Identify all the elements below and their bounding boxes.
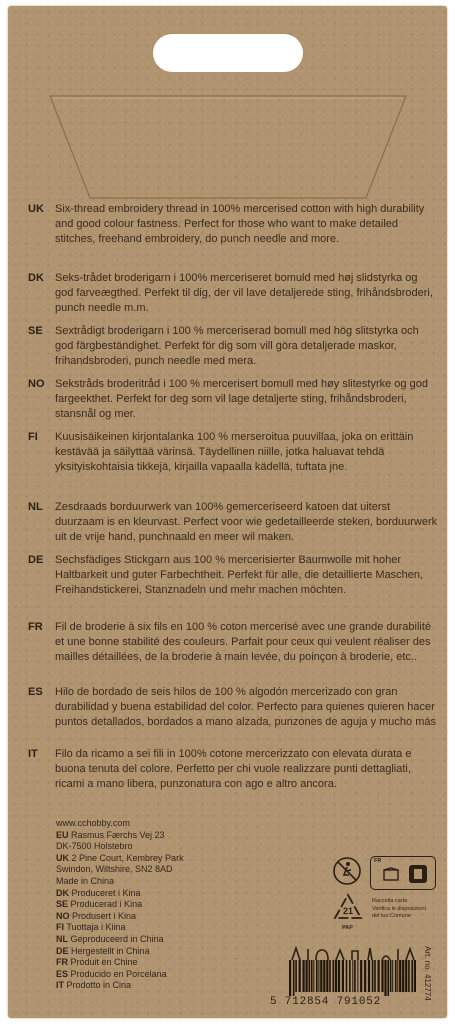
description-text: Zesdraads borduurwerk van 100% gemerceriseerd katoen dat uiterst duurzaam is en kleurvast. Perfect voor wie gedetailleerde steken, borduurwerk uit de vrije hand, punchnaald en meer wil maken. — [55, 501, 438, 543]
origin-de: DE Hergestellt in China — [56, 945, 150, 956]
description-text: Sekstråds broderitråd i 100 % mercerisert bomull med høy slitestyrke og god fargeekthet. Perfekt for deg som vil lage detaljerte sting, frihåndsbroderi, stansnål og mer. — [55, 378, 428, 420]
barcode-bar — [326, 960, 328, 992]
barcode-bar — [311, 960, 313, 992]
description-text: Filo da ricamo a sei fili in 100% cotone mercerizzato con elevata durata e buona tenuta del colore. Perfetto per chi vuole realizzare punti dettagliati, ricami a mano libera, punzonatura con ago e altro ancora. — [55, 748, 412, 790]
lang-code: DE — [28, 554, 44, 566]
barcode-bar — [408, 960, 410, 992]
hang-hole — [153, 34, 303, 72]
lang-code: IT — [28, 748, 38, 760]
barcode-bar — [372, 960, 374, 992]
window-pocket-outline — [48, 94, 408, 204]
origin-es: ES Producido en Porcelana — [56, 968, 167, 979]
fr-tag: FR — [374, 858, 382, 864]
recycle-person-icon — [332, 856, 362, 886]
barcode-bar — [309, 960, 311, 992]
manufacturer-address — [56, 818, 286, 992]
barcode-bar — [364, 960, 366, 992]
barcode-number: 5 712854 791052 — [270, 996, 382, 1008]
recycle-material: PAP — [342, 925, 353, 931]
barcode-bar — [289, 960, 291, 996]
description-de — [28, 553, 438, 620]
description-nl — [28, 500, 438, 553]
article-number — [420, 946, 434, 1006]
origin-fr: FR Produit en Chine — [56, 957, 138, 968]
lang-code: NL — [28, 501, 43, 513]
description-text: Kuusisäikeinen kirjontalanka 100 % merseroitua puuvillaa, joka on erittäin kestävää ja säilyttää värinsä. Täydellinen niille, jotka haluavat tehdä yksityiskohtaisia tikkejä, kirjailla vapaalla kädellä, tuftata jne. — [55, 431, 414, 473]
lang-code: UK — [28, 203, 44, 215]
barcode-bar — [333, 960, 335, 992]
barcode — [270, 946, 418, 1012]
uk-address-line2: Swindon, Wiltshire, SN2 8AD — [56, 864, 173, 875]
description-text: Sechsfädiges Stickgarn aus 100 % mercerisierter Baumwolle mit hoher Haltbarkeit und guter Farbechtheit. Perfekt für alle, die detaillierte Maschen, Freihandstickerei, Stanznadeln und mehr machen möchten. — [55, 554, 424, 596]
barcode-bar — [354, 960, 356, 992]
description-it — [28, 747, 438, 809]
barcode-bar — [387, 960, 389, 996]
bin-icon — [407, 864, 429, 884]
barcode-bar — [378, 960, 380, 992]
barcode-bar — [320, 960, 322, 992]
sewing-tools-icon — [290, 946, 418, 960]
lang-code: FR — [28, 621, 43, 633]
origin-nl: NL Geproduceerd in China — [56, 933, 164, 944]
description-dk — [28, 271, 438, 324]
barcode-bar — [374, 960, 376, 992]
barcode-bar — [405, 960, 407, 992]
description-text: Sextrådigt broderigarn i 100 % merceriserad bomull med hög slitstyrka och god färgbeständighet. Perfekt för dig som vill göra detaljerade maskor, frihandsbroderi, punch needle med mera. — [55, 325, 419, 367]
barcode-bar — [395, 960, 397, 992]
barcode-bar — [411, 960, 413, 992]
barcode-bar — [299, 960, 301, 992]
barcode-bar — [392, 960, 393, 992]
uk-address-line1: UK 2 Pine Court, Kembrey Park — [56, 852, 184, 863]
origin-se: SE Producerad i Kina — [56, 899, 143, 910]
barcode-bar — [368, 960, 370, 992]
recycling-marks — [326, 854, 438, 934]
lang-code: ES — [28, 686, 43, 698]
lang-code: DK — [28, 272, 44, 284]
barcode-bar — [342, 960, 344, 992]
barcode-bar — [414, 960, 416, 992]
barcode-bars — [288, 960, 416, 996]
recycle-number: 21 — [342, 906, 354, 916]
lang-code: NO — [28, 378, 45, 390]
barcode-bar — [293, 960, 295, 996]
description-uk — [28, 202, 438, 271]
website: www.cchobby.com — [56, 818, 130, 828]
description-fi — [28, 430, 438, 500]
recycle-triangle-icon — [332, 892, 364, 924]
barcode-bar — [318, 960, 319, 992]
origin-fi: FI Tuottaja i Kiina — [56, 922, 126, 933]
barcode-bar — [360, 960, 362, 992]
description-se — [28, 324, 438, 377]
lang-code: FI — [28, 431, 38, 443]
barcode-bar — [295, 960, 297, 992]
origin-dk: DK Produceret i Kina — [56, 887, 141, 898]
description-no — [28, 377, 438, 430]
barcode-bar — [338, 960, 340, 992]
barcode-bar — [306, 960, 308, 992]
barcode-bar — [357, 960, 358, 992]
origin-it: IT Prodotto in Cina — [56, 980, 132, 991]
barcode-bar — [329, 960, 331, 992]
origin-no: NO Produsert i Kina — [56, 910, 137, 921]
description-text: Seks-trådet broderigarn i 100% merceriseret bomuld med høj slidstyrka og god farveægthed. Perfekt til dig, der vil lave detaljerede sting, frihåndsbroderi, punch needle m.m. — [55, 272, 433, 314]
barcode-bar — [316, 960, 318, 992]
product-back-card — [8, 6, 447, 1018]
lang-code: SE — [28, 325, 43, 337]
barcode-bar — [313, 960, 314, 992]
article-number-text: Art. no. 412774 — [423, 946, 432, 1001]
collection-note-body: Verifica le disposizioni del tuo Comune — [372, 906, 426, 919]
barcode-bar — [346, 960, 348, 992]
barcode-bar — [352, 960, 353, 992]
box-icon — [383, 867, 399, 881]
description-list — [28, 202, 438, 809]
eu-address-line2: DK-7500 Holstebro — [56, 841, 133, 852]
description-text: Fil de broderie à six fils en 100 % coton mercerisé avec une grande durabilité et une bonne stabilité des couleurs. Parfait pour ceux qui veulent réaliser des mailles détaillées, de la broderie à main levée, du poinçon à broderie, etc.. — [55, 621, 432, 663]
barcode-bar — [384, 960, 386, 996]
barcode-bar — [402, 960, 404, 992]
description-fr — [28, 620, 438, 685]
made-in: Made in China — [56, 875, 115, 886]
barcode-bar — [335, 960, 337, 992]
description-text: Six-thread embroidery thread in 100% mercerised cotton with high durability and good colour fastness. Perfect for those who want to make detailed stitches, freehand embroidery, do punch needle and more. — [55, 203, 425, 245]
eu-address-line1: EU Rasmus Færchs Vej 23 — [56, 829, 165, 840]
barcode-bar — [303, 960, 305, 992]
collection-note-title: Raccolta carta — [372, 898, 408, 904]
barcode-bar — [381, 960, 383, 992]
barcode-bar — [399, 960, 401, 992]
barcode-bar — [349, 960, 351, 992]
fr-triman-box — [370, 856, 436, 890]
barcode-bar — [397, 960, 398, 992]
description-text: Hilo de bordado de seis hilos de 100 % algodón mercerizado con gran durabilidad y buena estabilidad del color. Perfecto para quienes quieren hacer puntos detallados, bordados a mano alzada, punzones de aguja y mucho más — [55, 686, 436, 728]
description-es — [28, 685, 438, 747]
barcode-bar — [323, 960, 325, 992]
barcode-bar — [390, 960, 392, 992]
